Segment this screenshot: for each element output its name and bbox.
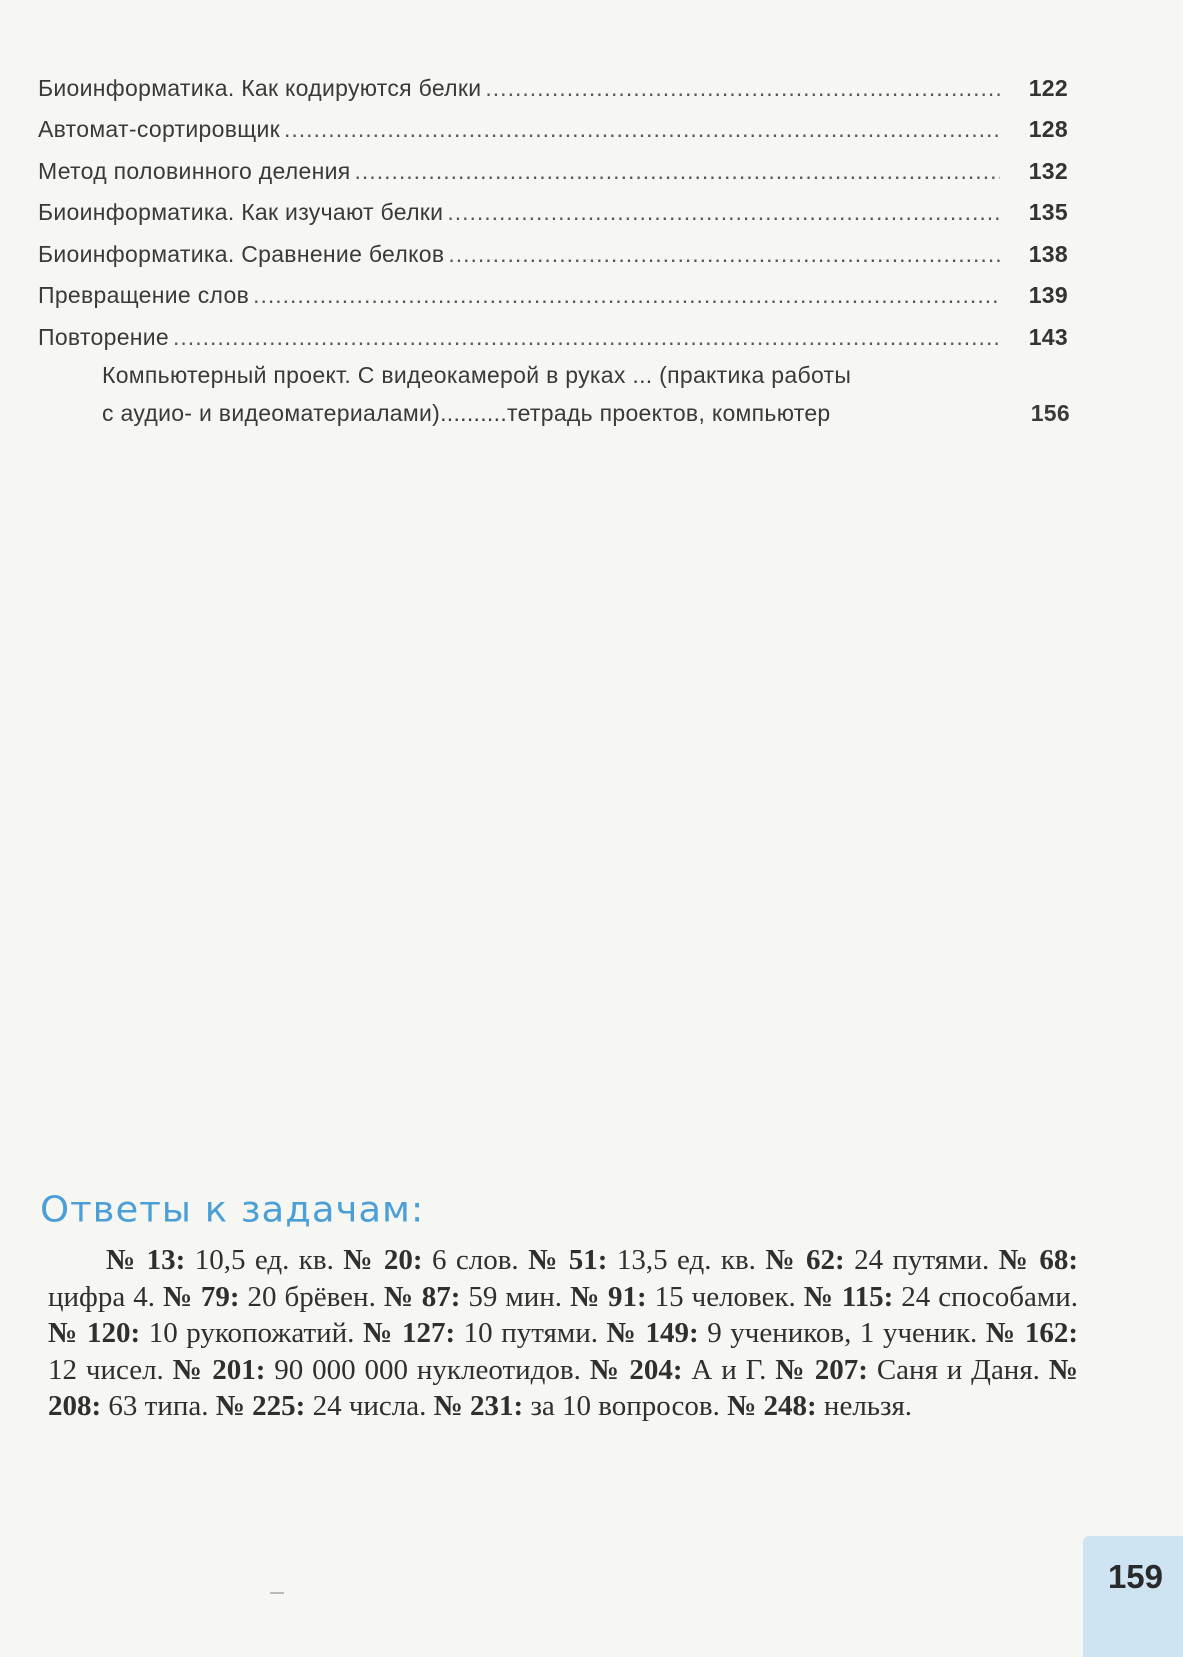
answer-number: № 231: xyxy=(433,1390,524,1422)
toc-entry[interactable] xyxy=(38,268,1068,310)
answer-text: 13,5 ед. кв. xyxy=(607,1244,766,1276)
answer-number: № 207: xyxy=(775,1353,868,1386)
answer-number: № 127: xyxy=(362,1317,456,1349)
project-line-2-text: с аудио- и видеоматериалами)..........тетрадь проектов, компьютер xyxy=(102,400,831,426)
answer-number: № 79: xyxy=(162,1280,240,1313)
toc-entry-title: Повторение xyxy=(38,323,170,350)
answer-number: № 204: xyxy=(589,1353,683,1386)
answer-number: № 13: xyxy=(106,1244,186,1276)
answer-number: № 91: xyxy=(570,1280,647,1313)
answers-block xyxy=(48,1242,1078,1425)
answer-text: 63 типа. xyxy=(101,1390,216,1422)
toc-entry[interactable] xyxy=(38,226,1068,268)
toc-entry[interactable] xyxy=(38,60,1068,102)
answer-text: 10 путями. xyxy=(455,1317,607,1349)
answer-text: нельзя. xyxy=(816,1390,913,1422)
answer-number: № 149: xyxy=(606,1317,699,1349)
toc-entry-title: Автомат-сортировщик xyxy=(38,116,280,142)
answer-text: Саня и Даня. xyxy=(867,1353,1049,1386)
answer-text: 10 рукопожатий. xyxy=(140,1317,363,1349)
answer-number: № 120: xyxy=(48,1317,141,1349)
answer-number: № 208: xyxy=(48,1353,1078,1422)
toc-entry[interactable] xyxy=(38,143,1068,185)
project-page: 156 xyxy=(1030,400,1070,426)
toc-leader-dots xyxy=(173,324,1000,351)
answer-text: 24 числа. xyxy=(305,1390,434,1422)
toc-project-entry[interactable] xyxy=(102,356,1070,432)
answer-text: цифра 4. xyxy=(48,1280,163,1313)
toc-entry-page: 138 xyxy=(1028,240,1068,267)
toc-entry[interactable] xyxy=(38,309,1068,351)
answer-number: № 248: xyxy=(727,1390,817,1422)
answer-text: 9 учеников, 1 ученик. xyxy=(698,1317,986,1349)
toc-leader-dots xyxy=(448,241,1000,268)
answer-number: № 162: xyxy=(985,1317,1078,1349)
answers-paragraph xyxy=(48,1242,1078,1425)
toc-leader-dots xyxy=(253,282,1000,309)
answer-text: 59 мин. xyxy=(460,1280,571,1313)
answer-text: 15 человек. xyxy=(646,1280,804,1313)
page-number-tab xyxy=(1083,1536,1183,1657)
answer-number: № 201: xyxy=(172,1353,266,1386)
answer-text: 20 брёвен. xyxy=(239,1280,384,1313)
toc-entry-page: 139 xyxy=(1028,282,1068,308)
answer-number: № 20: xyxy=(343,1244,423,1276)
toc-entry-title: Метод половинного деления xyxy=(38,157,351,184)
answer-text: 6 слов. xyxy=(422,1244,529,1276)
toc-entry-page: 128 xyxy=(1028,116,1068,142)
toc-leader-dots xyxy=(355,158,1000,185)
answer-number: № 225: xyxy=(215,1390,306,1422)
answer-number: № 62: xyxy=(765,1244,845,1276)
answer-text: 24 способами. xyxy=(893,1280,1079,1313)
toc-entry-title: Биоинформатика. Сравнение белков xyxy=(38,240,445,267)
toc-entry-title: Биоинформатика. Как изучают белки xyxy=(38,199,444,225)
toc-leader-dots xyxy=(284,116,1000,143)
toc-leader-dots xyxy=(485,75,1000,102)
print-mark xyxy=(270,1592,284,1594)
answer-text: 12 чисел. xyxy=(48,1353,173,1386)
page-number: 159 xyxy=(1107,1558,1163,1595)
answer-text: 10,5 ед. кв. xyxy=(185,1244,344,1276)
toc-entry-page: 143 xyxy=(1028,323,1068,350)
answer-number: № 68: xyxy=(998,1244,1078,1276)
toc-leader-dots xyxy=(447,199,1000,226)
toc-entry-page: 135 xyxy=(1028,199,1068,225)
toc-entry-title: Биоинформатика. Как кодируются белки xyxy=(38,74,482,101)
answer-text: 90 000 000 нуклеотидов. xyxy=(265,1353,590,1386)
project-line-1: Компьютерный проект. С видеокамерой в руках ... (практика работы xyxy=(102,362,852,388)
toc-entry[interactable] xyxy=(38,102,1068,144)
toc-entry[interactable] xyxy=(38,185,1068,227)
answer-number: № 115: xyxy=(803,1280,894,1313)
toc-entry-title: Превращение слов xyxy=(38,282,250,308)
project-line-2 xyxy=(102,394,1070,432)
answer-number: № 87: xyxy=(383,1280,461,1313)
answer-number: № 51: xyxy=(528,1244,608,1276)
answer-text: А и Г. xyxy=(682,1353,776,1386)
answer-text: за 10 вопросов. xyxy=(523,1390,728,1422)
table-of-contents xyxy=(38,60,1068,351)
answer-text: 24 путями. xyxy=(844,1244,999,1276)
toc-entry-page: 132 xyxy=(1028,157,1068,184)
answers-heading: Ответы к задачам: xyxy=(40,1189,425,1230)
toc-entry-page: 122 xyxy=(1028,74,1068,101)
